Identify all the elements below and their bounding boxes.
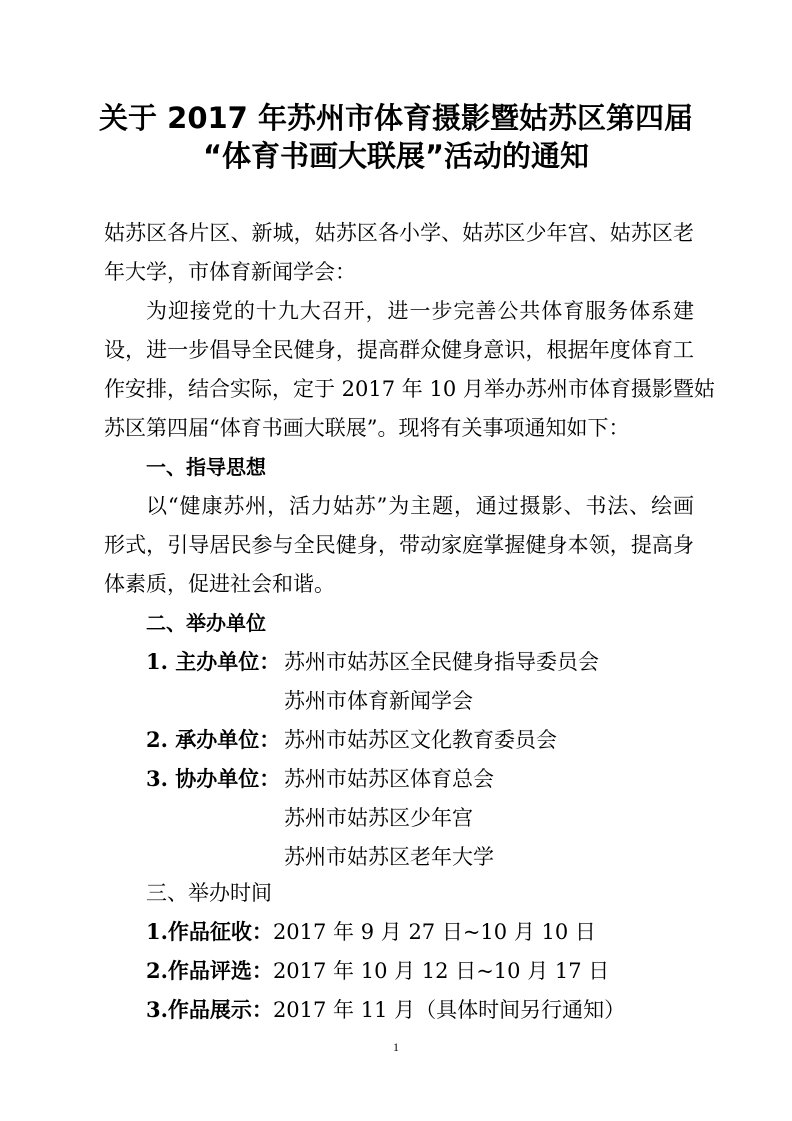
host-value-1: 苏州市姑苏区文化教育委员会	[284, 728, 557, 752]
co-organizer-value-3: 苏州市姑苏区老年大学	[284, 845, 494, 869]
schedule-value: 2017 年 9 月 27 日~10 月 10 日	[272, 920, 596, 944]
intro-line-3: 作安排，结合实际，定于 2017 年 10 月举办苏州市体育摄影暨姑	[104, 377, 715, 401]
section-2-heading: 二、举办单位	[146, 611, 266, 635]
organizer-label: 1. 主办单位：	[146, 649, 281, 674]
schedule-label: 1.作品征收：	[146, 919, 273, 944]
organizer-value-2: 苏州市体育新闻学会	[284, 689, 473, 713]
schedule-row	[146, 957, 609, 985]
co-organizer-value-1: 苏州市姑苏区体育总会	[284, 767, 494, 791]
section-1-heading: 一、指导思想	[146, 455, 266, 479]
section-1-line-2: 形式，引导居民参与全民健身，带动家庭掌握健身本领，提高身	[104, 533, 694, 557]
intro-line-2: 设，进一步倡导全民健身，提高群众健身意识，根据年度体育工	[104, 338, 694, 362]
schedule-row	[146, 996, 625, 1024]
recipients-line-2: 年大学，市体育新闻学会：	[104, 260, 356, 284]
co-organizer-label: 3. 协办单位：	[146, 766, 281, 791]
schedule-value: 2017 年 11 月（具体时间另行通知）	[272, 998, 626, 1022]
schedule-value: 2017 年 10 月 12 日~10 月 17 日	[272, 959, 610, 983]
schedule-row	[146, 918, 596, 946]
intro-line-4: 苏区第四届“体育书画大联展”。现将有关事项通知如下：	[104, 416, 630, 440]
recipients-line-1: 姑苏区各片区、新城，姑苏区各小学、姑苏区少年宫、姑苏区老	[104, 221, 694, 245]
section-1-line-1: 以“健康苏州，活力姑苏”为主题，通过摄影、书法、绘画	[146, 494, 694, 518]
section-3-heading: 三、举办时间	[146, 881, 272, 905]
co-organizer-value-2: 苏州市姑苏区少年宫	[284, 806, 473, 830]
intro-line-1: 为迎接党的十九大召开，进一步完善公共体育服务体系建	[146, 299, 694, 323]
schedule-label: 2.作品评选：	[146, 958, 273, 983]
schedule-label: 3.作品展示：	[146, 997, 273, 1022]
page-number: 1	[393, 1040, 399, 1054]
document-title-line-2: “体育书画大联展”活动的通知	[202, 139, 590, 173]
host-label: 2. 承办单位：	[146, 727, 281, 752]
organizer-value-1: 苏州市姑苏区全民健身指导委员会	[284, 650, 599, 674]
document-title-line-1: 关于 2017 年苏州市体育摄影暨姑苏区第四届	[99, 101, 693, 135]
section-1-line-3: 体素质，促进社会和谐。	[104, 572, 335, 596]
